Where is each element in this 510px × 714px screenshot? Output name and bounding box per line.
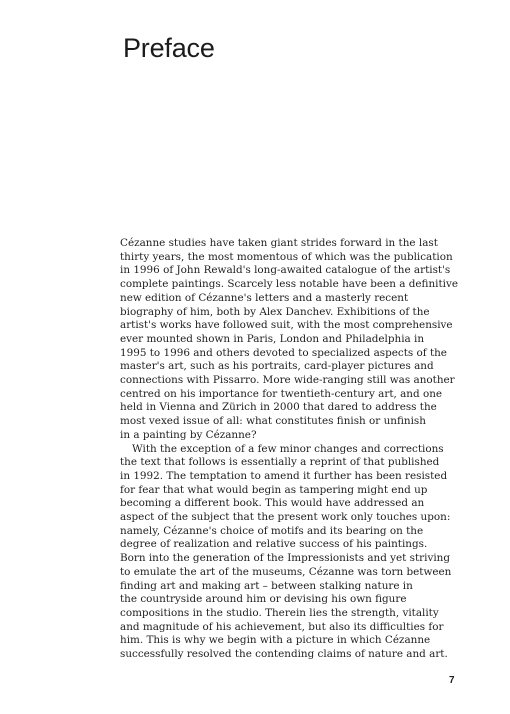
body-line: biography of him, both by Alex Danchev. Exhibitions of the: [120, 305, 430, 318]
body-line: complete paintings. Scarcely less notable have been a definitive: [120, 278, 458, 291]
body-line: most vexed issue of all: what constitutes finish or unfinish: [120, 415, 426, 428]
body-line: compositions in the studio. Therein lies the strength, vitality: [120, 606, 439, 619]
body-line: becoming a different book. This would have addressed an: [120, 497, 425, 510]
body-line: namely, Cézanne's choice of motifs and its bearing on the: [120, 524, 424, 537]
body-line: degree of realization and relative success of his paintings.: [120, 538, 428, 551]
body-line: the text that follows is essentially a reprint of that published: [120, 456, 440, 469]
body-line: finding art and making art – between stalking nature in: [120, 579, 413, 592]
body-line: connections with Pissarro. More wide-ranging still was another: [120, 374, 455, 387]
body-line: artist's works have followed suit, with the most comprehensive: [120, 319, 453, 332]
body-line: new edition of Cézanne's letters and a masterly recent: [120, 291, 409, 304]
body-line: successfully resolved the contending claims of nature and art.: [120, 648, 448, 661]
body-line: to emulate the art of the museums, Cézanne was torn between: [120, 565, 452, 578]
body-line: thirty years, the most momentous of which was the publication: [120, 250, 453, 263]
body-line: Born into the generation of the Impressionists and yet striving: [120, 552, 450, 565]
body-line: him. This is why we begin with a picture in which Cézanne: [120, 634, 431, 647]
page-number: 7: [449, 675, 455, 686]
body-line: held in Vienna and Zürich in 2000 that dared to address the: [120, 401, 437, 414]
body-line: in 1992. The temptation to amend it further has been resisted: [120, 469, 448, 482]
preface-body: [120, 237, 458, 662]
body-line: With the exception of a few minor changes and corrections: [132, 442, 444, 455]
body-line: master's art, such as his portraits, card-player pictures and: [120, 360, 434, 373]
body-line: for fear that what would begin as tampering might end up: [120, 483, 428, 496]
body-line: in 1996 of John Rewald's long-awaited catalogue of the artist's: [120, 264, 451, 277]
body-line: centred on his importance for twentieth-century art, and one: [120, 387, 443, 400]
body-line: aspect of the subject that the present work only touches upon:: [120, 511, 451, 524]
body-line: ever mounted shown in Paris, London and Philadelphia in: [120, 332, 425, 345]
body-line: the countryside around him or devising his own figure: [120, 593, 407, 606]
body-line: and magnitude of his achievement, but also its difficulties for: [120, 620, 444, 633]
body-line: in a painting by Cézanne?: [120, 428, 257, 441]
page-title: Preface: [123, 33, 215, 63]
body-line: Cézanne studies have taken giant strides forward in the last: [120, 237, 438, 249]
body-line: 1995 to 1996 and others devoted to specialized aspects of the: [120, 346, 447, 359]
